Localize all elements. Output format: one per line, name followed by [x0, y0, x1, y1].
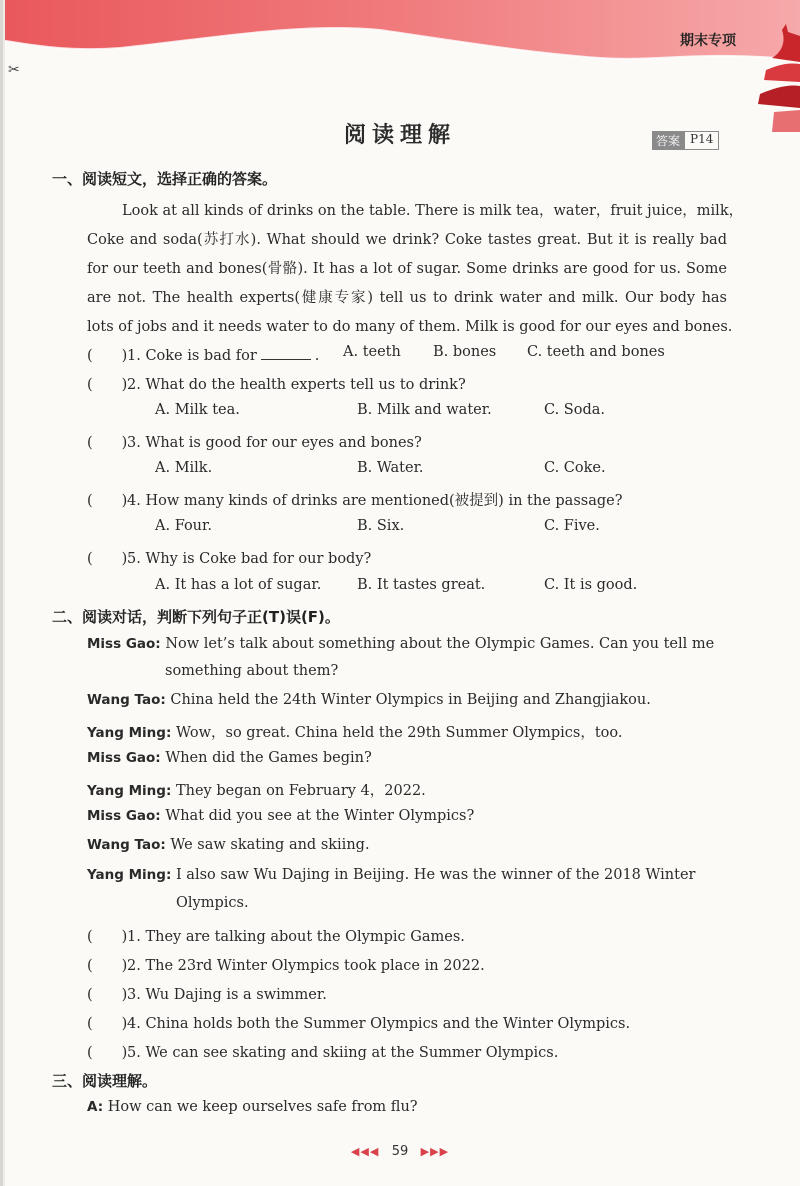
answer-blank[interactable]: ( ) — [87, 1016, 128, 1032]
answer-tag — [652, 131, 719, 150]
answer-blank[interactable]: ( ) — [87, 435, 128, 451]
dialogue-line — [87, 837, 370, 853]
statement-2 — [87, 954, 485, 975]
question-5 — [87, 547, 371, 568]
speaker: Wang Tao: — [87, 837, 166, 853]
right-arrows-icon: ▶▶▶ — [420, 1145, 450, 1158]
section3-heading: 三、阅读理解。 — [52, 1072, 158, 1090]
speaker: Miss Gao: — [87, 808, 161, 824]
dialogue-line — [87, 779, 426, 800]
dialogue-line — [87, 867, 695, 883]
dialogue-text: I also saw Wu Dajing in Beijing. He was the winner of the 2018 Winter — [175, 867, 696, 883]
option-c[interactable]: C. teeth and bones — [527, 344, 665, 360]
answer-blank[interactable]: ( ) — [87, 377, 128, 393]
dialogue-text: When did the Games begin? — [165, 750, 372, 766]
passage-line: Coke and soda(苏打水). What should we drink? Coke tastes great. But it is really bad — [87, 232, 727, 248]
section3-question — [87, 1099, 418, 1115]
scissors-icon: ✂ — [8, 62, 20, 78]
option-c[interactable]: C. Coke. — [544, 460, 606, 476]
option-c[interactable]: C. Five. — [544, 518, 600, 534]
binding-edge — [0, 0, 10, 1186]
speaker: Wang Tao: — [87, 692, 166, 708]
statement-1 — [87, 925, 465, 946]
speaker: A: — [87, 1099, 104, 1115]
statement-5 — [87, 1041, 558, 1062]
question-stem: 2. What do the health experts tell us to drink? — [127, 377, 466, 393]
passage-line: Look at all kinds of drinks on the table. There is milk tea，water，fruit juice，milk， — [122, 203, 744, 219]
answer-blank[interactable]: ( ) — [87, 958, 128, 974]
answer-page: P14 — [684, 131, 719, 150]
passage-line: are not. The health experts(健康专家) tell us to drink water and milk. Our body has — [87, 290, 727, 306]
option-a[interactable]: A. Four. — [155, 518, 212, 534]
passage-line: lots of jobs and it needs water to do many of them. Milk is good for our eyes and bones. — [87, 319, 733, 335]
option-c[interactable]: C. Soda. — [544, 402, 605, 418]
dialogue-line — [87, 636, 714, 652]
option-a[interactable]: A. It has a lot of sugar. — [155, 577, 322, 593]
dialogue-text: Wow，so great. China held the 29th Summer Olympics，too. — [175, 725, 623, 741]
dialogue-line — [87, 808, 474, 824]
speaker: Yang Ming: — [87, 725, 172, 741]
question-stem: 4. How many kinds of drinks are mentioned(被提到) in the passage? — [127, 493, 623, 509]
page-footer — [0, 1144, 800, 1159]
dialogue-text: China held the 24th Winter Olympics in Beijing and Zhangjiakou. — [170, 692, 651, 708]
option-c[interactable]: C. It is good. — [544, 577, 638, 593]
answer-label: 答案 — [652, 131, 684, 150]
page-title: 阅读理解 — [343, 123, 456, 148]
answer-blank[interactable]: ( ) — [87, 551, 128, 567]
answer-blank[interactable]: ( ) — [87, 1045, 128, 1061]
option-a[interactable]: A. teeth — [343, 344, 401, 360]
question-3 — [87, 431, 422, 452]
option-b[interactable]: B. It tastes great. — [357, 577, 486, 593]
reading-passage — [87, 197, 744, 342]
question-1 — [87, 344, 319, 365]
dialogue-line — [87, 692, 651, 708]
dialogue-continuation: Olympics. — [176, 895, 249, 911]
statement-text: 3. Wu Dajing is a swimmer. — [127, 987, 327, 1003]
question-stem: 3. What is good for our eyes and bones? — [127, 435, 422, 451]
dialogue-text: They began on February 4，2022. — [175, 783, 426, 799]
statement-text: 4. China holds both the Summer Olympics and the Winter Olympics. — [127, 1016, 631, 1032]
question-stem: 1. Coke is bad for — [127, 348, 257, 364]
pagoda-icon — [752, 22, 800, 132]
answer-blank[interactable]: ( ) — [87, 929, 128, 945]
question-2 — [87, 373, 466, 394]
option-b[interactable]: B. Water. — [357, 460, 424, 476]
dialogue-text: We saw skating and skiing. — [170, 837, 370, 853]
option-a[interactable]: A. Milk. — [155, 460, 213, 476]
header-label: 期末专项 — [680, 33, 736, 49]
dialogue-line — [87, 721, 622, 742]
statement-text: 2. The 23rd Winter Olympics took place in 2022. — [127, 958, 485, 974]
statement-4 — [87, 1012, 630, 1033]
statement-3 — [87, 983, 327, 1004]
left-arrows-icon: ◀◀◀ — [350, 1145, 380, 1158]
option-b[interactable]: B. bones — [433, 344, 497, 360]
page-number: 59 — [391, 1144, 409, 1159]
question-stem-end: . — [314, 348, 320, 364]
speaker: Yang Ming: — [87, 783, 172, 799]
dialogue-text: Now let’s talk about something about the Olympic Games. Can you tell me — [165, 636, 715, 652]
speaker: Miss Gao: — [87, 636, 161, 652]
option-b[interactable]: B. Six. — [357, 518, 405, 534]
answer-blank[interactable]: ( ) — [87, 493, 128, 509]
answer-blank[interactable]: ( ) — [87, 348, 128, 364]
answer-blank[interactable]: ( ) — [87, 987, 128, 1003]
speaker: Miss Gao: — [87, 750, 161, 766]
option-b[interactable]: B. Milk and water. — [357, 402, 492, 418]
dialogue-line — [87, 750, 372, 766]
statement-text: 1. They are talking about the Olympic Games. — [127, 929, 465, 945]
fill-blank[interactable] — [261, 347, 311, 360]
dialogue-continuation: something about them? — [165, 663, 339, 679]
statement-text: 5. We can see skating and skiing at the Summer Olympics. — [127, 1045, 559, 1061]
speaker: Yang Ming: — [87, 867, 172, 883]
option-a[interactable]: A. Milk tea. — [155, 402, 240, 418]
section2-heading: 二、阅读对话，判断下列句子正(T)误(F)。 — [52, 608, 340, 626]
section1-heading: 一、阅读短文，选择正确的答案。 — [52, 170, 278, 188]
dialogue-text: What did you see at the Winter Olympics? — [165, 808, 475, 824]
question-text: How can we keep ourselves safe from flu? — [107, 1099, 418, 1115]
passage-line: for our teeth and bones(骨骼). It has a lot of sugar. Some drinks are good for us. Some — [87, 261, 727, 277]
question-stem: 5. Why is Coke bad for our body? — [127, 551, 372, 567]
question-4 — [87, 489, 623, 510]
